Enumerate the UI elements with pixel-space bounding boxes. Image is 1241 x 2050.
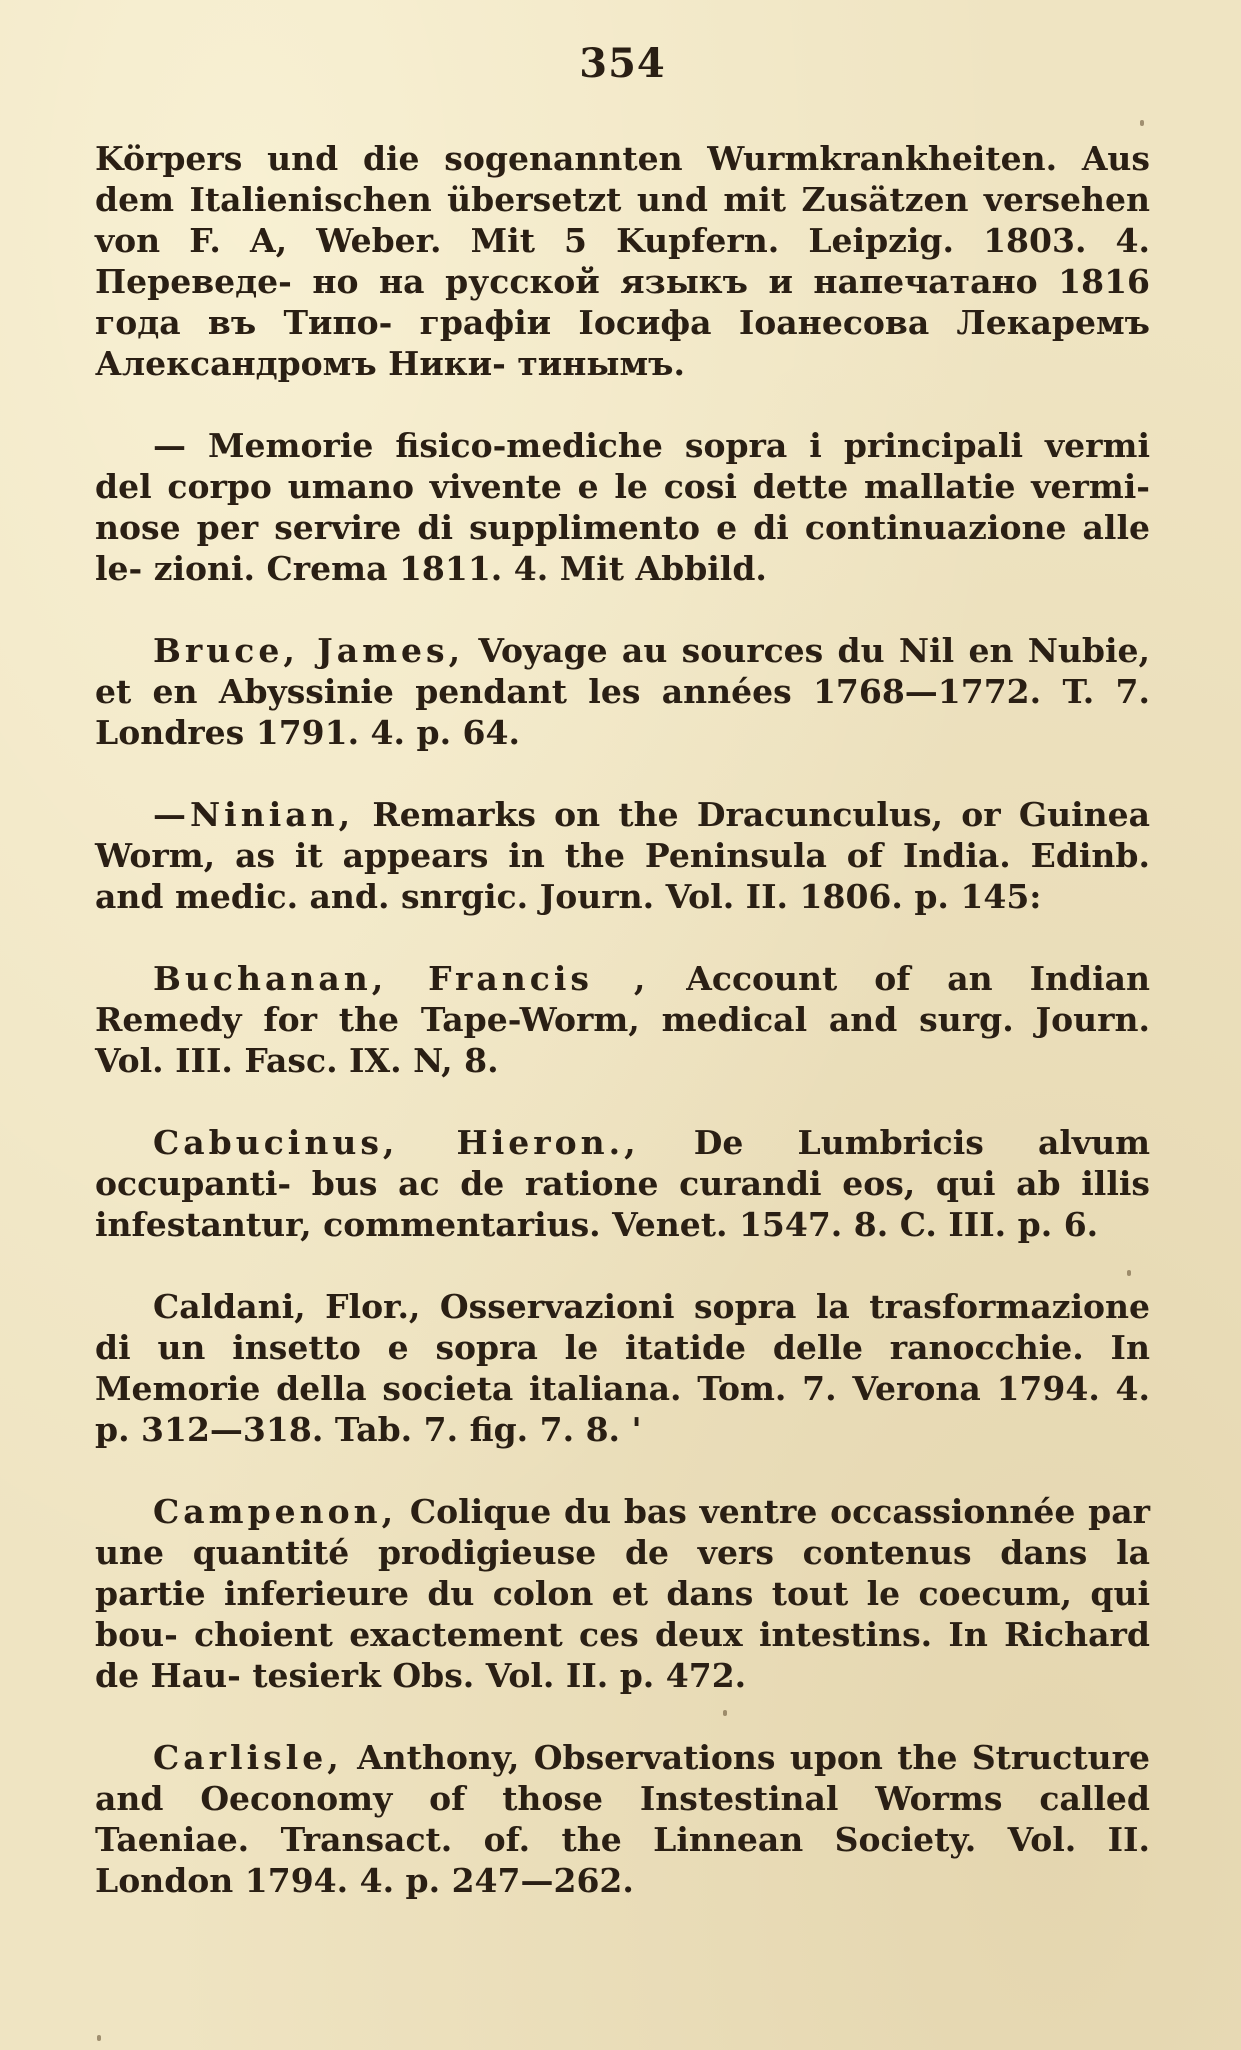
entry-author: Campenon, [153, 1492, 398, 1531]
paper-speck [723, 1710, 727, 1716]
entry-author: Bruce, James, [153, 631, 465, 670]
page-number: 354 [579, 40, 666, 87]
bibliography-list [95, 138, 1150, 1942]
entry-author: Buchanan, Francis , [153, 959, 650, 998]
bibliography-entry: Cabucinus, Hieron., De Lumbricis alvum occupanti- bus ac de ratione curandi eos, qui ab illis infestantur, commentarius. Venet. 1547. 8. C. III. p. 6. [95, 1123, 1150, 1244]
paper-speck [97, 2035, 101, 2041]
paper-speck [1140, 120, 1144, 126]
bibliography-entry: Buchanan, Francis , Account of an Indian Remedy for the Tape-Worm, medical and surg. Journ. Vol. III. Fasc. IX. N, 8. [95, 959, 1151, 1080]
bibliography-entry: Campenon, Colique du bas ventre occassionnée par une quantité prodigieuse de vers contenus dans la partie inferieure du colon et dans tout le coecum, qui bou- choient exactement ces deux intestins. In Richard de Hau- tesierk Obs. Vol. II. p. 472. [95, 1492, 1150, 1695]
bibliography-entry: Körpers und die sogenannten Wurmkrankheiten. Aus dem Italienischen übersetzt und mit Zusätzen versehen von F. A, Weber. Mit 5 Kupfern. Leipzig. 1803. 4. Переведе- но на русской языкъ и напечатано 1816 года въ Типо- графіи Іосифа Іоанесова Лекаремъ Александромъ Ники- тинымъ. [95, 139, 1150, 383]
bibliography-entry: Caldani, Flor., Osservazioni sopra la trasformazione di un insetto e sopra le itatide delle ranocchie. In Memorie della societa italiana. Tom. 7. Verona 1794. 4. p. 312—318. Tab. 7. fig. 7. 8. ' [95, 1287, 1151, 1449]
entry-author: Cabucinus, Hieron., [153, 1123, 640, 1162]
bibliography-entry: — Memorie fisico-mediche sopra i principali vermi del corpo umano vivente e le cosi dette mallatie vermi- nose per servire di supplimento e di continuazione alle le- zioni. Crema 1811. 4. Mit Abbild. [95, 426, 1150, 588]
paper-speck [1127, 1270, 1131, 1276]
bibliography-entry: Bruce, James, Voyage au sources du Nil en Nubie, et en Abyssinie pendant les années 1768—1772. T. 7. Londres 1791. 4. p. 64. [95, 631, 1150, 752]
entry-author: Carlisle, [153, 1738, 343, 1777]
entry-author: —Ninian, [153, 795, 355, 834]
bibliography-entry: Carlisle, Anthony, Observations upon the Structure and Oeconomy of those Instestinal Worms called Taeniae. Transact. of. the Linnean Society. Vol. II. London 1794. 4. p. 247—262. [95, 1738, 1150, 1900]
bibliography-entry: —Ninian, Remarks on the Dracunculus, or Guinea Worm, as it appears in the Peninsula of India. Edinb. and medic. and. snrgic. Journ. Vol. II. 1806. p. 145: [95, 795, 1150, 916]
